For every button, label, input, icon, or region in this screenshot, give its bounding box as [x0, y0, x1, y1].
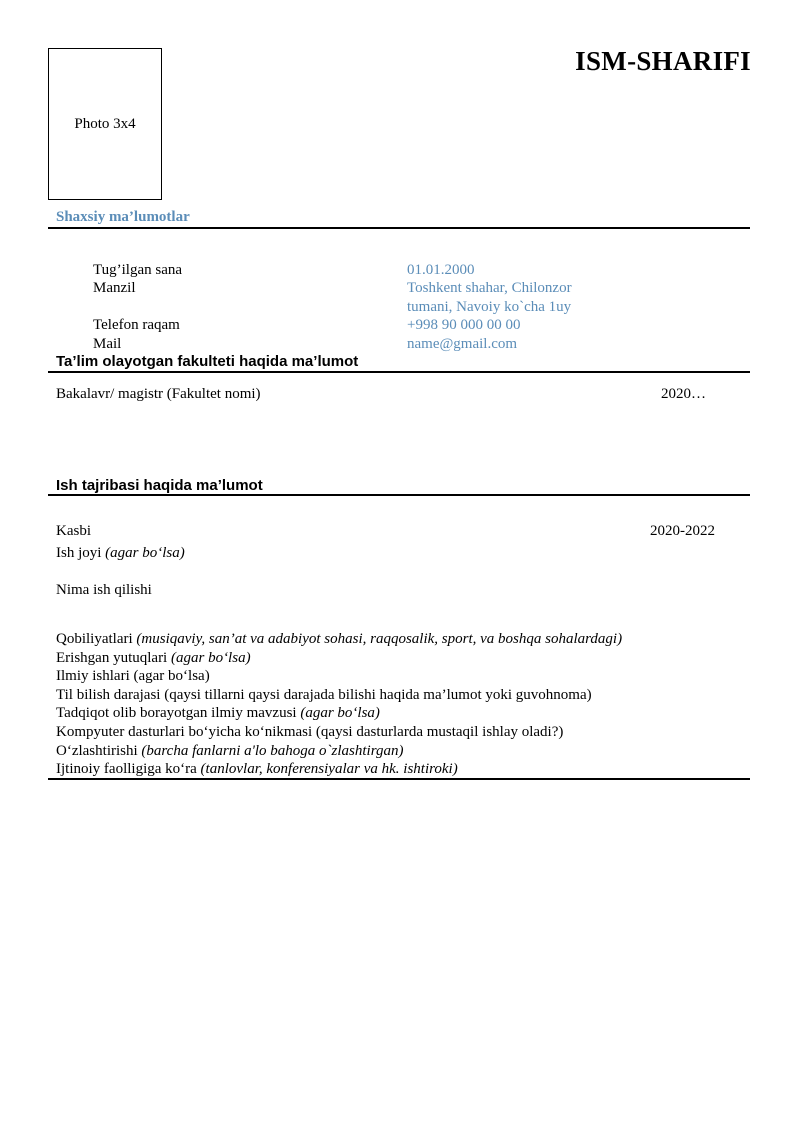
- full-name-title: ISM-SHARIFI: [575, 46, 751, 76]
- phone-label: Telefon raqam: [93, 317, 180, 333]
- education-year: 2020…: [661, 386, 706, 402]
- skills-line: Qobiliyatlari (musiqaviy, san’at va adabiyot sohasi, raqqosalik, sport, va boshqa sohalardagi): [56, 631, 623, 647]
- education-entry: Bakalavr/ magistr (Fakultet nomi): [56, 386, 261, 402]
- work-position: Kasbi: [56, 523, 91, 539]
- photo-label: Photo 3x4: [74, 116, 136, 132]
- research-line: Ilmiy ishlari (agar bo‘lsa): [56, 668, 210, 685]
- birth-date-label: Tug’ilgan sana: [93, 262, 183, 278]
- computer-skills-line: Kompyuter dasturlari bo‘yicha ko‘nikmasi (qaysi dasturlarda mustaqil ishlay oladi?): [56, 723, 564, 740]
- languages-line: Til bilish darajasi (qaysi tillarni qaysi darajada bilishi haqida ma’lumot yoki guvohnoma): [56, 686, 592, 703]
- birth-date-value: 01.01.2000: [407, 262, 475, 278]
- social-activity-line: Ijtinoiy faolligiga ko‘ra (tanlovlar, konferensiyalar va hk. ishtiroki): [56, 761, 458, 778]
- section-divider: [48, 227, 750, 229]
- phone-value: +998 90 000 00 00: [407, 317, 521, 333]
- address-value-line1: Toshkent shahar, Chilonzor: [407, 280, 572, 296]
- work-duties: Nima ish qilishi: [56, 582, 152, 598]
- achievements-line: Erishgan yutuqlari (agar bo‘lsa): [56, 649, 251, 666]
- extra-info-list: [56, 630, 622, 779]
- grades-line: O‘zlashtirishi (barcha fanlarni a'lo bahoga o`zlashtirgan): [56, 742, 404, 759]
- work-years: 2020-2022: [650, 523, 715, 539]
- section-divider: [48, 371, 750, 373]
- research-topic-line: Tadqiqot olib borayotgan ilmiy mavzusi (agar bo‘lsa): [56, 705, 380, 722]
- education-heading: Ta’lim olayotgan fakulteti haqida ma’lumot: [56, 353, 359, 370]
- address-label: Manzil: [93, 280, 136, 296]
- mail-value: name@gmail.com: [407, 336, 518, 352]
- section-divider: [48, 778, 750, 780]
- work-place: Ish joyi (agar bo‘lsa): [56, 545, 185, 561]
- personal-info-heading: Shaxsiy ma’lumotlar: [56, 209, 190, 225]
- address-value-line2: tumani, Navoiy ko`cha 1uy: [407, 299, 572, 315]
- section-divider: [48, 494, 750, 496]
- mail-label: Mail: [93, 336, 122, 352]
- work-heading: Ish tajribasi haqida ma’lumot: [56, 477, 263, 494]
